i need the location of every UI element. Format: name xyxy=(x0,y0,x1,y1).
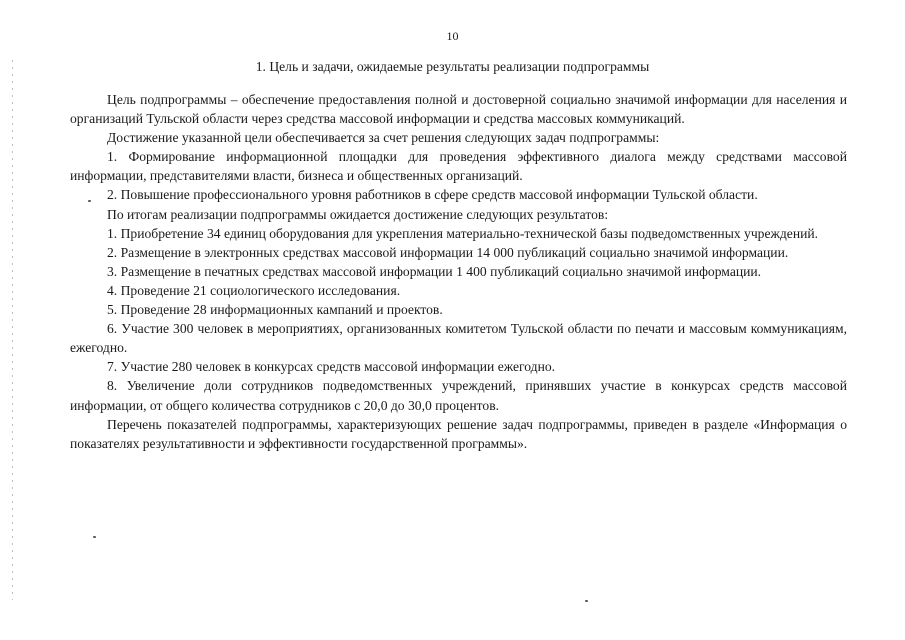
paragraph-task-1: 1. Формирование информационной площадки для проведения эффективного диалога между средствами массовой информации, представителями власти, бизнеса и общественных организаций. xyxy=(70,149,847,184)
document-body xyxy=(70,90,847,453)
scan-speck xyxy=(88,200,91,202)
paragraph-result-1: 1. Приобретение 34 единиц оборудования для укрепления материально-технической базы подведомственных учреждений. xyxy=(107,225,819,241)
section-heading: 1. Цель и задачи, ожидаемые результаты реализации подпрограммы xyxy=(255,59,650,74)
scan-speck xyxy=(585,600,588,602)
paragraph-goal: Цель подпрограммы – обеспечение предоставления полной и достоверной социально значимой информации для населения и организаций Тульской области через средства массовой информации и средства массовых коммуникаций. xyxy=(70,92,847,127)
page-number: 10 xyxy=(446,29,459,43)
paragraph-task-2: 2. Повышение профессионального уровня работников в сфере средств массовой информации Тульской области. xyxy=(107,187,758,203)
scan-speck xyxy=(93,536,96,538)
paragraph-result-5: 5. Проведение 28 информационных кампаний и проектов. xyxy=(107,302,443,318)
paragraph-result-3: 3. Размещение в печатных средствах массовой информации 1 400 публикаций социально значимой информации. xyxy=(107,263,762,279)
paragraph-result-8: 8. Увеличение доли сотрудников подведомственных учреждений, принявших участие в конкурсах средств массовой информации, от общего количества сотрудников с 20,0 до 30,0 процентов. xyxy=(70,378,847,413)
paragraph-tasks-intro: Достижение указанной цели обеспечивается за счет решения следующих задач подпрограммы: xyxy=(107,130,660,146)
paragraph-result-6: 6. Участие 300 человек в мероприятиях, организованных комитетом Тульской области по печати и массовым коммуникациям, ежегодно. xyxy=(70,321,847,356)
paragraph-result-7: 7. Участие 280 человек в конкурсах средств массовой информации ежегодно. xyxy=(107,359,556,375)
paragraph-result-2: 2. Размещение в электронных средствах массовой информации 14 000 публикаций социально значимой информации. xyxy=(107,244,789,260)
paragraph-results-intro: По итогам реализации подпрограммы ожидается достижение следующих результатов: xyxy=(107,206,609,222)
paragraph-indicators: Перечень показателей подпрограммы, характеризующих решение задач подпрограммы, приведен в разделе «Информация о показателях результативности и эффективности государственной программы». xyxy=(70,416,847,451)
paragraph-result-4: 4. Проведение 21 социологического исследования. xyxy=(107,282,401,298)
scan-margin-line xyxy=(12,60,13,600)
